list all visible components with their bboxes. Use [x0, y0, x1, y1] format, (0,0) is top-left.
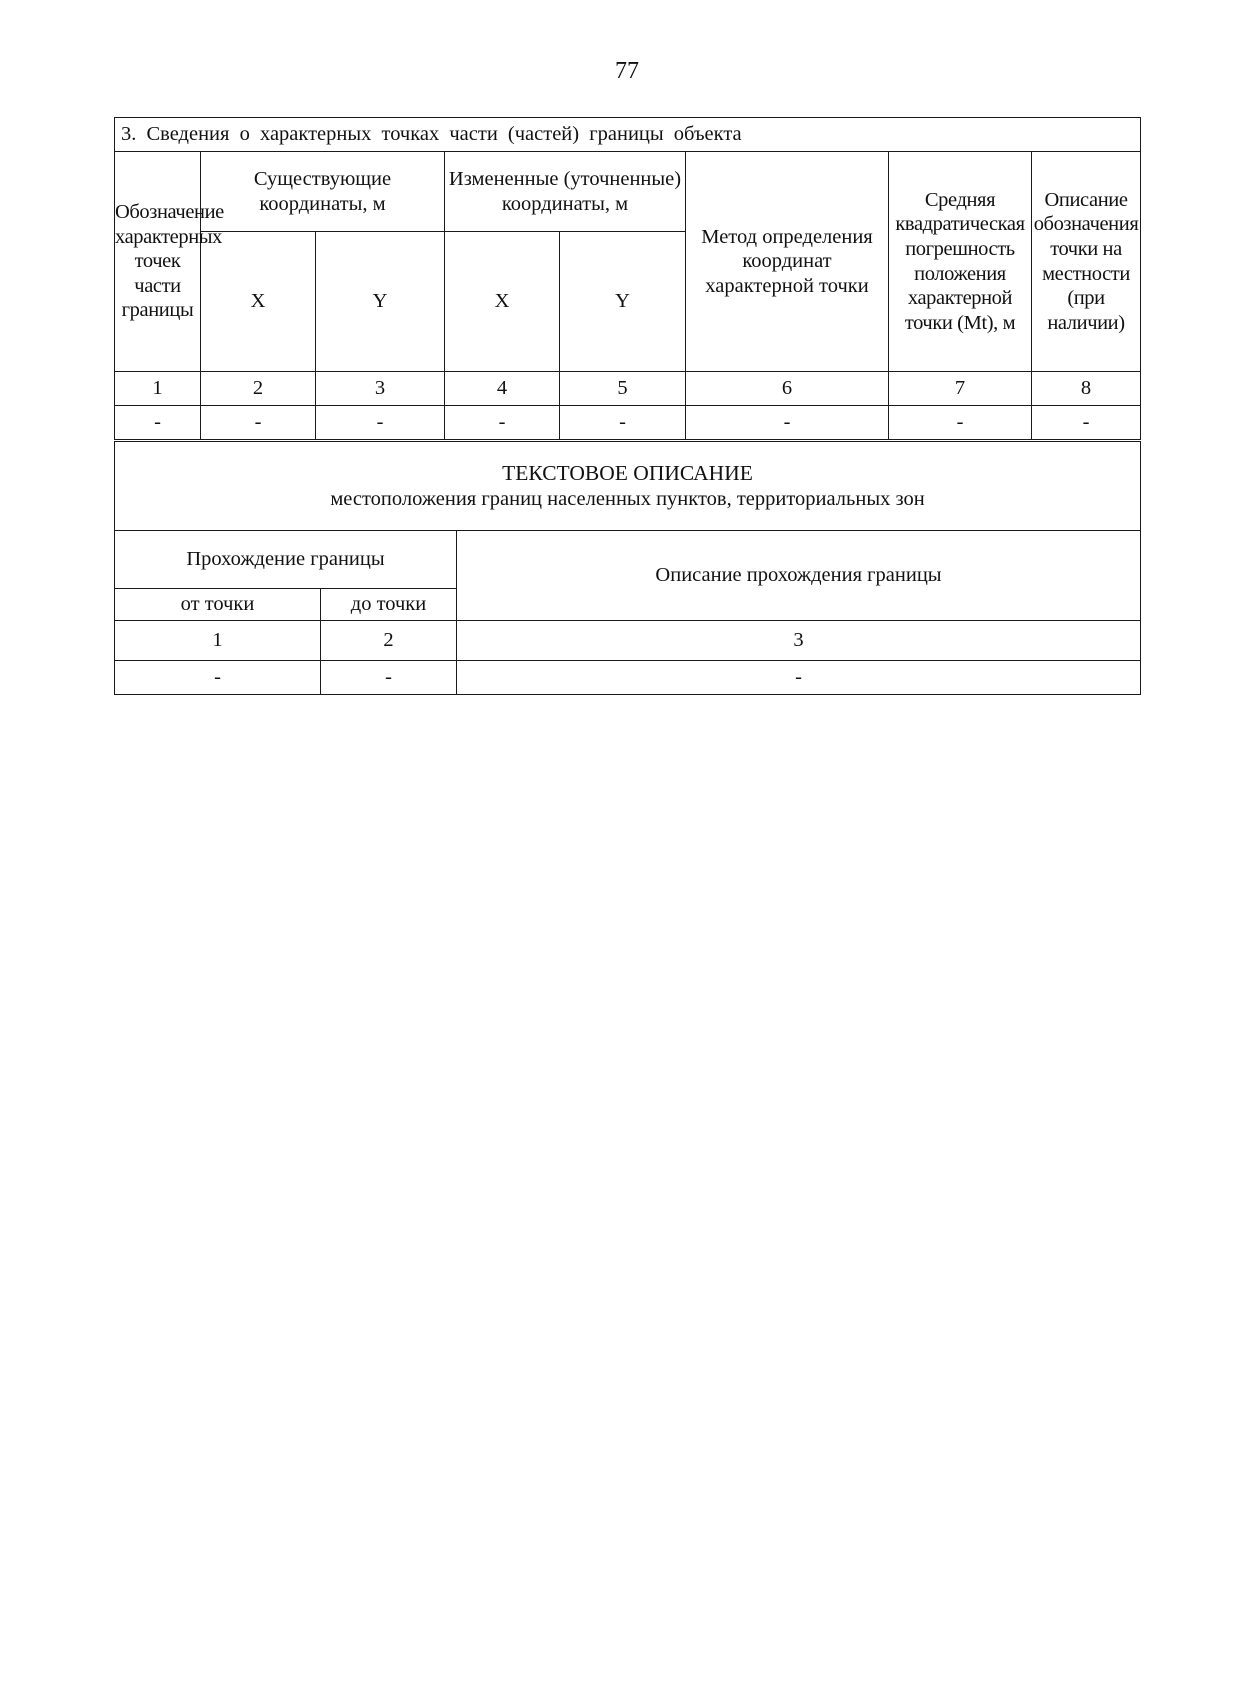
header-from-point: от точки	[115, 589, 321, 621]
header-changed-y: Y	[560, 232, 686, 372]
table-cell: -	[457, 661, 1141, 695]
table-cell: -	[321, 661, 457, 695]
text-description-heading: ТЕКСТОВОЕ ОПИСАНИЕ	[502, 460, 753, 485]
text-description-block	[115, 442, 1141, 531]
header-boundary-passage: Прохождение границы	[115, 531, 457, 589]
table-cell: -	[560, 406, 686, 440]
column-number: 8	[1032, 372, 1141, 406]
column-number: 3	[457, 621, 1141, 661]
table-cell: -	[1032, 406, 1141, 440]
table-row	[115, 406, 1141, 440]
column-number: 6	[686, 372, 889, 406]
table-cell: -	[115, 406, 201, 440]
page-number: 77	[615, 58, 639, 84]
table-cell: -	[445, 406, 560, 440]
column-number-row	[115, 621, 1141, 661]
header-changed-x: X	[445, 232, 560, 372]
column-number: 5	[560, 372, 686, 406]
table-cell: -	[686, 406, 889, 440]
table-cell: -	[316, 406, 445, 440]
table-cell: -	[201, 406, 316, 440]
table-cell: -	[889, 406, 1032, 440]
column-number: 2	[201, 372, 316, 406]
header-changed-coordinates: Измененные (уточненные) координаты, м	[445, 152, 686, 232]
column-number-row	[115, 372, 1141, 406]
header-existing-x: X	[201, 232, 316, 372]
table-row	[115, 661, 1141, 695]
header-to-point: до точки	[321, 589, 457, 621]
text-description-subheading: местоположения границ населенных пунктов, территориальных зон	[330, 487, 925, 510]
column-number: 2	[321, 621, 457, 661]
column-number: 1	[115, 372, 201, 406]
header-mean-error: Средняя квадратическая погрешность положения характерной точки (Mt), м	[889, 152, 1032, 372]
header-existing-y: Y	[316, 232, 445, 372]
column-number: 7	[889, 372, 1032, 406]
header-boundary-description: Описание прохождения границы	[457, 531, 1141, 621]
header-existing-coordinates: Существующие координаты, м	[201, 152, 445, 232]
table-cell: -	[115, 661, 321, 695]
column-number: 3	[316, 372, 445, 406]
header-method: Метод определения координат характерной точки	[686, 152, 889, 372]
header-designation: Обозначение характерных точек части границы	[115, 152, 201, 372]
table-section-title: 3. Сведения о характерных точках части (частей) границы объекта	[115, 118, 1141, 152]
characteristic-points-table	[114, 117, 1141, 440]
column-number: 1	[115, 621, 321, 661]
header-point-description: Описание обозначения точки на местности (при наличии)	[1032, 152, 1141, 372]
boundary-description-table	[114, 441, 1141, 695]
column-number: 4	[445, 372, 560, 406]
